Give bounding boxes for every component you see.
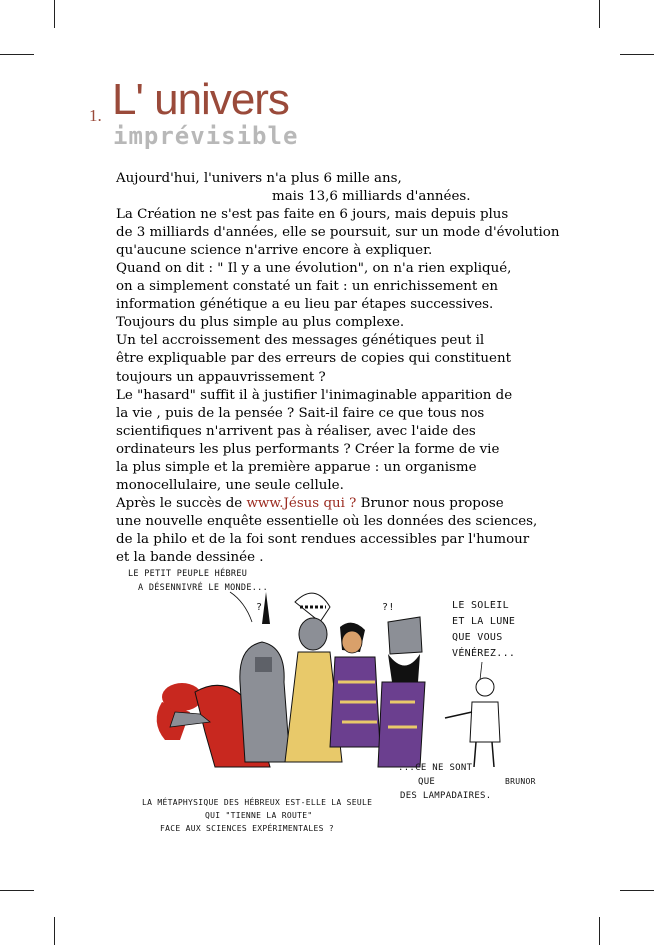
body-line: et la bande dessinée . bbox=[116, 549, 264, 565]
body-line: Le "hasard" suffit il à justifier l'inimaginable apparition de bbox=[116, 387, 513, 403]
crop-mark bbox=[599, 917, 600, 945]
speech-bubble-left-line: A DÉSENNIVRÉ LE MONDE... bbox=[138, 583, 269, 593]
body-text-segment: Brunor nous propose bbox=[356, 495, 504, 511]
crop-mark bbox=[0, 890, 34, 891]
body-line: la plus simple et la première apparue : un organisme bbox=[116, 459, 477, 475]
body-line: mais 13,6 milliards d'années. bbox=[272, 189, 471, 205]
body-line: Quand on dit : " Il y a une évolution", on n'a rien expliqué, bbox=[116, 261, 512, 277]
speech-bubble-bottom-line: DES LAMPADAIRES. bbox=[400, 791, 492, 801]
crop-mark bbox=[0, 54, 34, 55]
figure-assyrian bbox=[378, 617, 425, 767]
body-line: toujours un appauvrissement ? bbox=[116, 369, 326, 385]
body-line: de 3 milliards d'années, elle se poursuit, sur un mode d'évolution bbox=[116, 225, 560, 241]
crop-mark bbox=[620, 54, 654, 55]
body-line: une nouvelle enquête essentielle où les données des sciences, bbox=[116, 513, 538, 529]
body-line: La Création ne s'est pas faite en 6 jours, mais depuis plus bbox=[116, 207, 509, 223]
question-mark: ?! bbox=[382, 602, 395, 613]
cartoon-caption-line: QUI "TIENNE LA ROUTE" bbox=[205, 811, 313, 820]
body-line bbox=[116, 495, 556, 513]
speech-bubble-bottom-line: QUE bbox=[418, 777, 436, 787]
figure-egyptian bbox=[330, 623, 380, 747]
body-line: de la philo et de la foi sont rendues accessibles par l'humour bbox=[116, 531, 530, 547]
speech-bubble-right-line: LE SOLEIL bbox=[452, 600, 509, 611]
speech-bubble-right-line: QUE VOUS bbox=[452, 632, 503, 643]
speech-bubble-left-line: LE PETIT PEUPLE HÉBREU bbox=[128, 569, 248, 579]
body-text bbox=[116, 170, 560, 567]
body-line: information génétique a eu lieu par étapes successives. bbox=[116, 297, 494, 313]
cartoon-illustration bbox=[120, 562, 550, 847]
body-line: Toujours du plus simple au plus complexe. bbox=[116, 315, 405, 331]
speech-tail bbox=[480, 662, 482, 680]
speech-bubble-right-line: ET LA LUNE bbox=[452, 616, 516, 627]
question-mark: ? bbox=[256, 602, 263, 613]
body-line: monocellulaire, une seule cellule. bbox=[116, 477, 344, 493]
cartoon-caption-line: FACE AUX SCIENCES EXPÉRIMENTALES ? bbox=[160, 824, 334, 833]
book-link[interactable]: www.Jésus qui ? bbox=[246, 495, 357, 511]
crop-mark bbox=[54, 917, 55, 945]
crop-mark bbox=[599, 0, 600, 28]
figure-knight bbox=[240, 592, 290, 762]
chapter-number: 1. bbox=[89, 106, 102, 125]
body-line: scientifiques n'arrivent pas à réaliser, avec l'aide des bbox=[116, 423, 476, 439]
cartoon-caption-line: LA MÉTAPHYSIQUE DES HÉBREUX EST-ELLE LA SEULE bbox=[142, 798, 373, 807]
speech-tail bbox=[230, 592, 252, 622]
body-line: être expliquable par des erreurs de copies qui constituent bbox=[116, 351, 511, 367]
figure-hebrew-boy bbox=[445, 678, 500, 767]
body-line: la vie , puis de la pensée ? Sait-il faire ce que tous nos bbox=[116, 405, 485, 421]
body-line: Un tel accroissement des messages génétiques peut il bbox=[116, 333, 485, 349]
page-subtitle: imprévisible bbox=[113, 122, 299, 150]
crop-mark bbox=[54, 0, 55, 28]
body-line: ordinateurs les plus performants ? Créer la forme de vie bbox=[116, 441, 500, 457]
body-text-segment: Après le succès de bbox=[116, 495, 247, 511]
artist-signature: BRUNOR bbox=[505, 777, 536, 786]
page-title: L' univers bbox=[112, 75, 289, 124]
body-line: on a simplement constaté un fait : un enrichissement en bbox=[116, 279, 499, 295]
speech-bubble-bottom-line: ...CE NE SONT bbox=[398, 763, 473, 773]
crop-mark bbox=[620, 890, 654, 891]
body-line: qu'aucune science n'arrive encore à expliquer. bbox=[116, 243, 433, 259]
body-line: Aujourd'hui, l'univers n'a plus 6 mille ans, bbox=[116, 171, 402, 186]
speech-bubble-right-line: VÉNÉREZ... bbox=[452, 648, 516, 659]
